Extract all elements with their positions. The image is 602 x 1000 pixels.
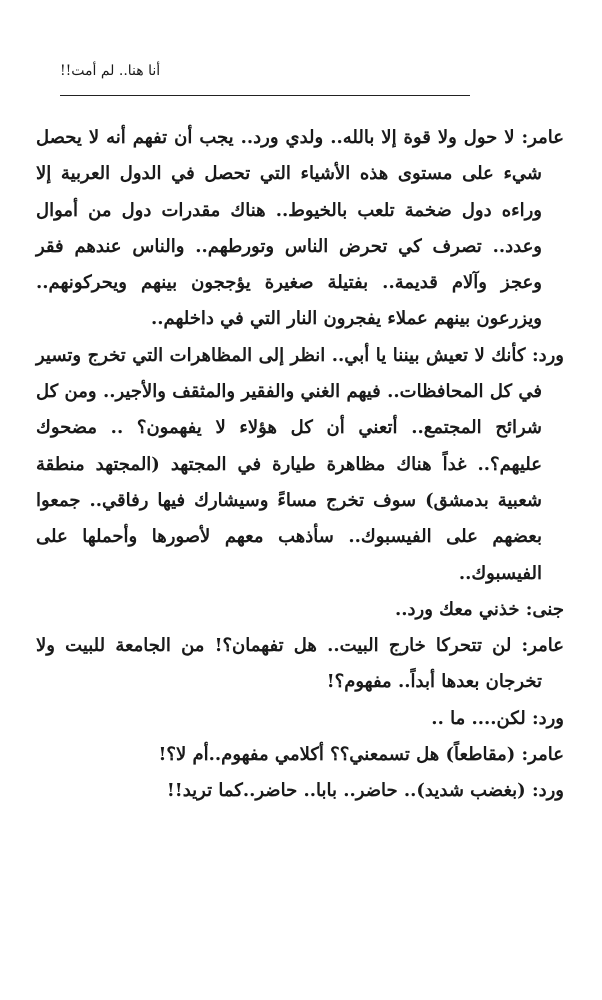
dialogue-paragraph — [36, 701, 564, 737]
speaker-name: عامر: — [521, 744, 564, 766]
speaker-name: ورد: — [531, 344, 564, 366]
dialogue-paragraph — [36, 773, 564, 809]
speaker-name: ورد: — [531, 707, 564, 729]
dialogue-text: كأنك لا تعيش بيننا يا أبي.. انظر إلى المظاهرات التي تخرج وتسير في كل المحافظات.. فيهم الغني والفقير والمثقف والأجير.. ومن كل شرائح المجتمع.. أتعني أن كل هؤلاء لا يفهمون؟ .. مضحوك عليهم؟.. غداً هناك مظاهرة طيارة في المجتهد (المجتهد منطقة شعبية بدمشق) سوف تخرج مساءً وسيشارك فيها رفاقي.. جمعوا بعضهم على الفيسبوك.. سأذهب معهم لأصورها وأحملها على الفيسبوك.. — [36, 344, 542, 584]
dialogue-text: لن تتحركا خارج البيت.. هل تفهمان؟! من الجامعة للبيت ولا تخرجان بعدها أبداً.. مفهوم؟! — [36, 635, 542, 693]
speaker-name: عامر: — [521, 127, 564, 148]
speaker-name: ورد: — [531, 780, 564, 802]
dialogue-paragraph — [36, 628, 564, 701]
dialogue-text: لا حول ولا قوة إلا بالله.. ولدي ورد.. يجب أن تفهم أنه لا يحصل شيء على مستوى هذه الأشياء التي تحصل في الدول العربية إلا وراءه دول ضخمة تلعب بالخيوط.. هناك مقدرات دول من أموال وعدد.. تصرف كي تحرض الناس وتورطهم.. والناس عندهم فقر وعجز وآلام قديمة.. بفتيلة صغيرة يؤججون بينهم ويحركونهم.. ويزرعون بينهم عملاء يفجرون النار التي في داخلهم.. — [36, 127, 542, 330]
dialogue-text: لكن.... ما .. — [431, 707, 532, 729]
speaker-name: جنى: — [525, 598, 564, 620]
dialogue-paragraph — [36, 592, 564, 628]
dialogue-paragraph — [36, 338, 564, 592]
header-divider — [60, 95, 470, 96]
running-header: أنا هنا.. لم أمت!! — [60, 63, 161, 79]
dialogue-paragraph — [36, 120, 564, 338]
dialogue-paragraph — [36, 737, 564, 773]
dialogue-text: (بغضب شديد).. حاضر.. بابا.. حاضر..كما تريد!! — [166, 780, 532, 802]
dialogue-text: (مقاطعاً) هل تسمعني؟؟ أكلامي مفهوم..أم لا؟! — [158, 744, 522, 766]
dialogue-body — [36, 120, 564, 810]
dialogue-text: خذني معك ورد.. — [394, 598, 526, 620]
speaker-name: عامر: — [521, 635, 564, 657]
